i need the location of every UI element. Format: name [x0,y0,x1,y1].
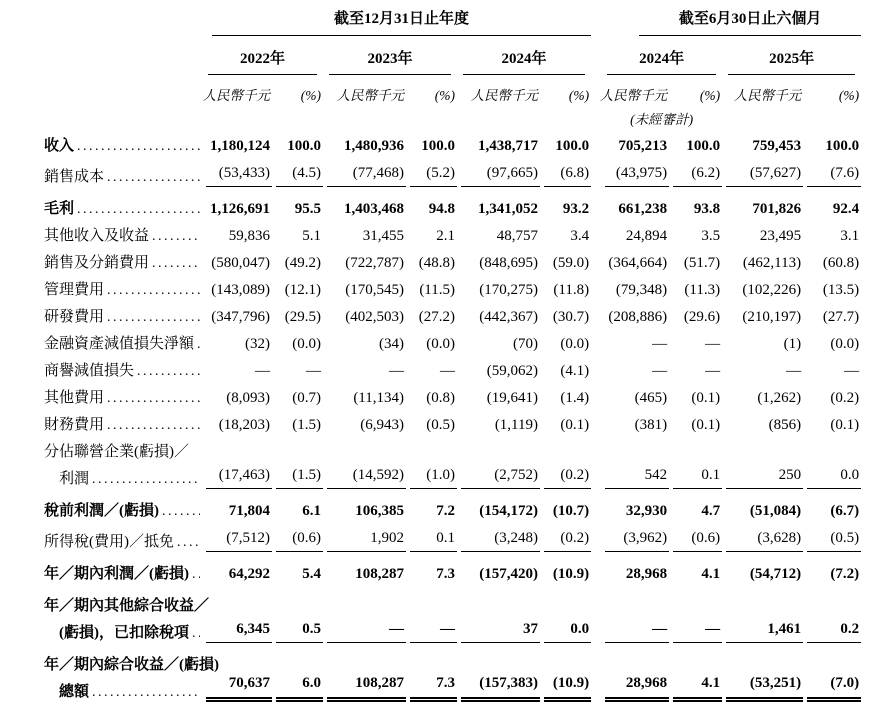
spacer [591,6,601,40]
amount-cell: (102,226) [742,282,802,298]
row-label [44,331,202,358]
amount-cell: (79,348) [615,282,668,298]
period-interim-label: 截至6月30日止六個月 [639,10,861,36]
spacer [591,304,601,331]
spacer [44,6,202,40]
spacer [591,250,601,277]
pct-cell: (5.2) [406,160,457,191]
row-label-text: (虧損)，已扣除稅項 [59,625,189,641]
pct-label: (%) [568,88,590,103]
row-label-text: 收入 [44,138,75,154]
amount-cell: (57,627) [722,160,803,191]
pct-cell: 0.2 [803,588,861,647]
row-label-text: 總額 [59,684,90,700]
amount-cell: (6,943) [360,417,404,433]
table-row-admin-expenses [44,277,861,304]
amount-cell: (3,628) [722,525,803,556]
amount-cell: (381) [634,417,668,433]
row-label [44,525,202,556]
pct-cell: — [406,588,457,647]
spacer [44,109,601,133]
spacer [591,493,601,525]
year-header-row [44,40,861,79]
pct-cell: 3.5 [701,228,721,244]
pct-cell: 5.4 [302,566,321,582]
amount-cell: (1,262) [757,390,802,406]
pct-label: (%) [300,88,321,103]
amount-cell: 661,238 [618,201,668,217]
row-label-text: 所得稅(費用)／抵免 [44,534,174,550]
table-row-revenue [44,133,861,160]
pct-cell: (1.5) [272,439,323,493]
pct-cell: (27.2) [418,309,455,325]
amount-cell: (402,503) [345,309,404,325]
row-label-text: 研發費用 [44,309,105,325]
dot-leader [177,533,200,552]
amount-cell: (8,093) [226,390,270,406]
table-row-total-comprehensive-income [44,647,861,706]
table-row-rd-expenses [44,304,861,331]
row-label [44,412,202,439]
table-row-cost-of-sales [44,160,861,191]
amount-cell: 23,495 [759,228,802,244]
pct-cell: 0.0 [540,588,591,647]
unit-label: 人民幣千元 [202,88,270,103]
amount-cell: (1) [783,336,802,352]
row-label [44,191,202,223]
dot-leader [192,624,200,643]
row-label-text: 商譽減值損失 [44,363,135,379]
amount-cell: 1,461 [722,588,803,647]
amount-cell: 1,126,691 [210,201,270,217]
amount-cell: (17,463) [202,439,272,493]
spacer [591,277,601,304]
unit-label: 人民幣千元 [470,88,538,103]
pct-cell: (10.7) [552,503,590,519]
period-interim-header [601,6,861,40]
amount-cell: — [786,363,802,379]
pct-cell: — [669,588,722,647]
dot-leader [107,308,200,327]
pct-cell: (10.9) [552,566,590,582]
year-label: 2023年 [329,48,451,75]
amount-cell: 64,292 [228,566,270,582]
pct-cell: 5.1 [302,228,321,244]
pct-cell: — [844,363,860,379]
pct-cell: (1.0) [406,439,457,493]
period-annual-label: 截至12月31日止年度 [212,10,591,36]
table-row-share-of-associates [44,439,861,493]
amount-cell: 71,804 [228,503,270,519]
table-row-other-expenses [44,385,861,412]
pct-cell: (11.3) [684,282,721,298]
amount-cell: (722,787) [345,255,404,271]
interim-2024-header [601,40,722,79]
pct-cell: (0.1) [830,417,860,433]
amount-cell: (51,084) [749,503,802,519]
pct-cell: (13.5) [822,282,860,298]
pct-cell: (49.2) [284,255,321,271]
amount-cell: (34) [379,336,404,352]
unit-label: 人民幣千元 [599,88,668,103]
spacer [591,358,601,385]
amount-cell: (70) [513,336,538,352]
year-2023-header [323,40,457,79]
pct-cell: (29.6) [683,309,721,325]
pct-cell: 6.0 [272,647,323,706]
row-label-line1: 年／期內綜合收益／(虧損) [44,657,219,673]
row-label-text: 其他費用 [44,390,105,406]
amount-cell: (208,886) [608,309,668,325]
amount-cell: 24,894 [625,228,668,244]
pct-cell: 0.1 [406,525,457,556]
pct-cell: 3.1 [840,228,860,244]
pct-cell: (0.6) [272,525,323,556]
pct-cell: 7.2 [436,503,455,519]
spacer [591,525,601,556]
amount-cell: 1,902 [323,525,406,556]
year-2024-header [457,40,591,79]
year-label: 2025年 [728,48,855,75]
pct-cell: (0.5) [426,417,455,433]
dot-leader [197,335,202,354]
amount-cell: (3,248) [457,525,540,556]
pct-cell: (11.8) [553,282,590,298]
dot-leader [77,200,200,219]
amount-cell: 106,385 [355,503,404,519]
amount-cell: — [652,336,668,352]
pct-cell: (60.8) [822,255,860,271]
row-label [44,277,202,304]
pct-cell: 2.1 [436,228,455,244]
spacer [591,556,601,588]
amount-cell: (210,197) [742,309,802,325]
table-row-gross-profit [44,191,861,223]
amount-cell: 37 [457,588,540,647]
table-row-selling-expenses [44,250,861,277]
amount-cell: (364,664) [608,255,668,271]
dot-leader [152,227,200,246]
row-label [44,439,202,493]
amount-cell: 1,180,124 [210,138,270,154]
pct-cell: — [705,336,721,352]
pct-cell: (0.1) [691,417,721,433]
dot-leader [107,281,200,300]
amount-cell: (1,119) [494,417,538,433]
row-label-line1: 年／期內其他綜合收益／ [44,598,210,614]
amount-cell: 70,637 [202,647,272,706]
amount-cell: (53,251) [722,647,803,706]
amount-cell: 28,968 [625,566,668,582]
row-label-text: 銷售及分銷費用 [44,255,150,271]
pct-cell: 4.7 [701,503,721,519]
unit-label: 人民幣千元 [733,88,802,103]
table-row-income-tax [44,525,861,556]
amount-cell: 1,341,052 [478,201,538,217]
period-header-row [44,6,861,40]
amount-cell: — [601,588,669,647]
row-label [44,588,210,647]
dot-leader [107,168,200,187]
amount-cell: (465) [634,390,668,406]
amount-cell: (462,113) [742,255,802,271]
row-label [44,647,219,706]
amount-cell: (3,962) [601,525,669,556]
pct-cell: 7.3 [406,647,457,706]
pct-cell: (0.5) [803,525,861,556]
pct-cell: — [705,363,721,379]
pct-cell: — [440,363,455,379]
interim-2025-header [722,40,861,79]
pct-cell: 93.8 [693,201,721,217]
pct-cell: 100.0 [287,138,321,154]
pct-label: (%) [434,88,455,103]
amount-cell: — [323,588,406,647]
amount-cell: 28,968 [601,647,669,706]
pct-label: (%) [699,88,721,103]
amount-cell: (580,047) [211,255,270,271]
amount-cell: 32,930 [625,503,668,519]
year-label: 2024年 [463,48,585,75]
pct-cell: 100.0 [421,138,455,154]
amount-cell: 1,403,468 [344,201,404,217]
pct-cell: (0.8) [426,390,455,406]
income-statement-table [44,6,861,706]
amount-cell: (14,592) [323,439,406,493]
row-label-line1: 分佔聯營企業(虧損)／ [44,444,189,460]
pct-cell: 100.0 [825,138,860,154]
pct-cell: (7.2) [830,566,860,582]
amount-cell: (7,512) [202,525,272,556]
pct-cell: 100.0 [555,138,590,154]
dot-leader [192,565,200,584]
dot-leader [77,137,200,156]
amount-cell: (19,641) [486,390,538,406]
pct-cell: (6.7) [830,503,860,519]
amount-cell: — [652,363,668,379]
row-label-text: 毛利 [44,201,75,217]
table-row-profit-for-period [44,556,861,588]
amount-cell: 31,455 [362,228,404,244]
year-2022-header [202,40,323,79]
table-row-other-comprehensive-income [44,588,861,647]
year-label: 2024年 [607,48,716,75]
pct-cell: (0.7) [292,390,321,406]
pct-cell: 100.0 [686,138,721,154]
pct-cell: 94.8 [428,201,455,217]
period-annual-header [202,6,591,40]
row-label-text: 管理費用 [44,282,105,298]
pct-cell: (12.1) [284,282,321,298]
pct-cell: (1.4) [560,390,590,406]
amount-cell: (2,752) [457,439,540,493]
amount-cell: 1,480,936 [344,138,404,154]
spacer [591,331,601,358]
pct-cell: (48.8) [418,255,455,271]
amount-cell: (848,695) [479,255,538,271]
row-label [44,493,202,525]
amount-cell: (59,062) [486,363,538,379]
dot-leader [137,362,200,381]
pct-cell: (27.7) [822,309,860,325]
amount-cell: (54,712) [749,566,802,582]
pct-cell: 7.3 [436,566,455,582]
amount-cell: (53,433) [202,160,272,191]
row-label-text: 銷售成本 [44,169,105,185]
pct-cell: (4.1) [560,363,590,379]
pct-cell: (0.0) [426,336,455,352]
dot-leader [162,502,200,521]
pct-cell: — [306,363,321,379]
unit-header-row [44,79,861,109]
pct-cell: (0.6) [669,525,722,556]
year-label: 2022年 [208,48,317,75]
amount-cell: (347,796) [211,309,270,325]
row-label [44,385,202,412]
spacer [591,412,601,439]
pct-cell: (59.0) [552,255,590,271]
amount-cell: 59,836 [228,228,270,244]
row-label [44,223,202,250]
row-label-text: 財務費用 [44,417,105,433]
amount-cell: (32) [245,336,270,352]
pct-cell: (11.5) [419,282,455,298]
spacer [44,79,202,109]
amount-cell: (170,275) [479,282,538,298]
dot-leader [107,389,200,408]
amount-cell: 6,345 [202,588,272,647]
pct-cell: (29.5) [284,309,321,325]
unaudited-label: (未經審計) [630,112,694,127]
table-row-profit-before-tax [44,493,861,525]
spacer [591,439,601,493]
pct-cell: (6.8) [540,160,591,191]
pct-cell: (6.2) [669,160,722,191]
amount-cell: (77,468) [323,160,406,191]
pct-cell: 0.0 [803,439,861,493]
amount-cell: (143,089) [211,282,270,298]
dot-leader [152,254,200,273]
pct-cell: 95.5 [294,201,321,217]
dot-leader [92,470,200,489]
spacer [591,647,601,706]
pct-cell: (0.0) [560,336,590,352]
dot-leader [107,416,200,435]
amount-cell: 705,213 [618,138,668,154]
amount-cell: 701,826 [752,201,802,217]
row-label-text: 其他收入及收益 [44,228,150,244]
spacer [591,588,601,647]
amount-cell: (442,367) [479,309,538,325]
table-row-impairment-financial-assets [44,331,861,358]
amount-cell: 48,757 [496,228,538,244]
row-label [44,304,202,331]
spacer [591,40,601,79]
unaudited-note [601,109,722,133]
amount-cell: (18,203) [218,417,270,433]
pct-cell: (7.0) [803,647,861,706]
pct-cell: (0.1) [560,417,590,433]
spacer [591,191,601,223]
row-label-text: 年／期內利潤／(虧損) [44,566,189,582]
amount-cell: (157,383) [457,647,540,706]
row-label-text: 金融資產減值損失淨額 [44,336,195,352]
table-row-goodwill-impairment [44,358,861,385]
amount-cell: 108,287 [323,647,406,706]
pct-cell: 93.2 [562,201,590,217]
table-row-finance-costs [44,412,861,439]
amount-cell: 1,438,717 [478,138,538,154]
unit-label: 人民幣千元 [336,88,404,103]
pct-cell: 4.1 [701,566,721,582]
pct-cell: (7.6) [803,160,861,191]
pct-cell: 3.4 [570,228,590,244]
pct-label: (%) [838,88,860,103]
spacer [591,133,601,160]
pct-cell: (0.2) [540,525,591,556]
row-label [44,160,202,191]
pct-cell: (0.2) [540,439,591,493]
pct-cell: 0.1 [669,439,722,493]
row-label [44,556,202,588]
spacer [591,223,601,250]
pct-cell: (4.5) [272,160,323,191]
pct-cell: 6.1 [302,503,321,519]
spacer [722,109,861,133]
amount-cell: 108,287 [355,566,404,582]
amount-cell: — [389,363,404,379]
pct-cell: (0.2) [830,390,860,406]
pct-cell: (1.5) [292,417,321,433]
amount-cell: 759,453 [752,138,802,154]
spacer [591,385,601,412]
pct-cell: (30.7) [552,309,590,325]
pct-cell: 0.5 [272,588,323,647]
amount-cell: (11,134) [353,390,404,406]
amount-cell: (170,545) [345,282,404,298]
table-row-other-income [44,223,861,250]
spacer [44,40,202,79]
amount-cell: — [255,363,270,379]
pct-cell: 92.4 [832,201,860,217]
amount-cell: 250 [722,439,803,493]
amount-cell: (43,975) [601,160,669,191]
row-label [44,358,202,385]
pct-cell: (10.9) [540,647,591,706]
amount-cell: (856) [768,417,802,433]
dot-leader [92,683,200,702]
spacer [591,160,601,191]
amount-cell: (154,172) [479,503,538,519]
pct-cell: (0.0) [830,336,860,352]
pct-cell: (0.0) [292,336,321,352]
amount-cell: 542 [601,439,669,493]
unaudited-note-row [44,109,861,133]
amount-cell: (97,665) [457,160,540,191]
row-label [44,133,202,160]
pct-cell: 4.1 [669,647,722,706]
pct-cell: (0.1) [691,390,721,406]
row-label-text: 利潤 [59,471,90,487]
row-label-text: 稅前利潤／(虧損) [44,503,159,519]
row-label [44,250,202,277]
amount-cell: (157,420) [479,566,538,582]
pct-cell: (51.7) [683,255,721,271]
